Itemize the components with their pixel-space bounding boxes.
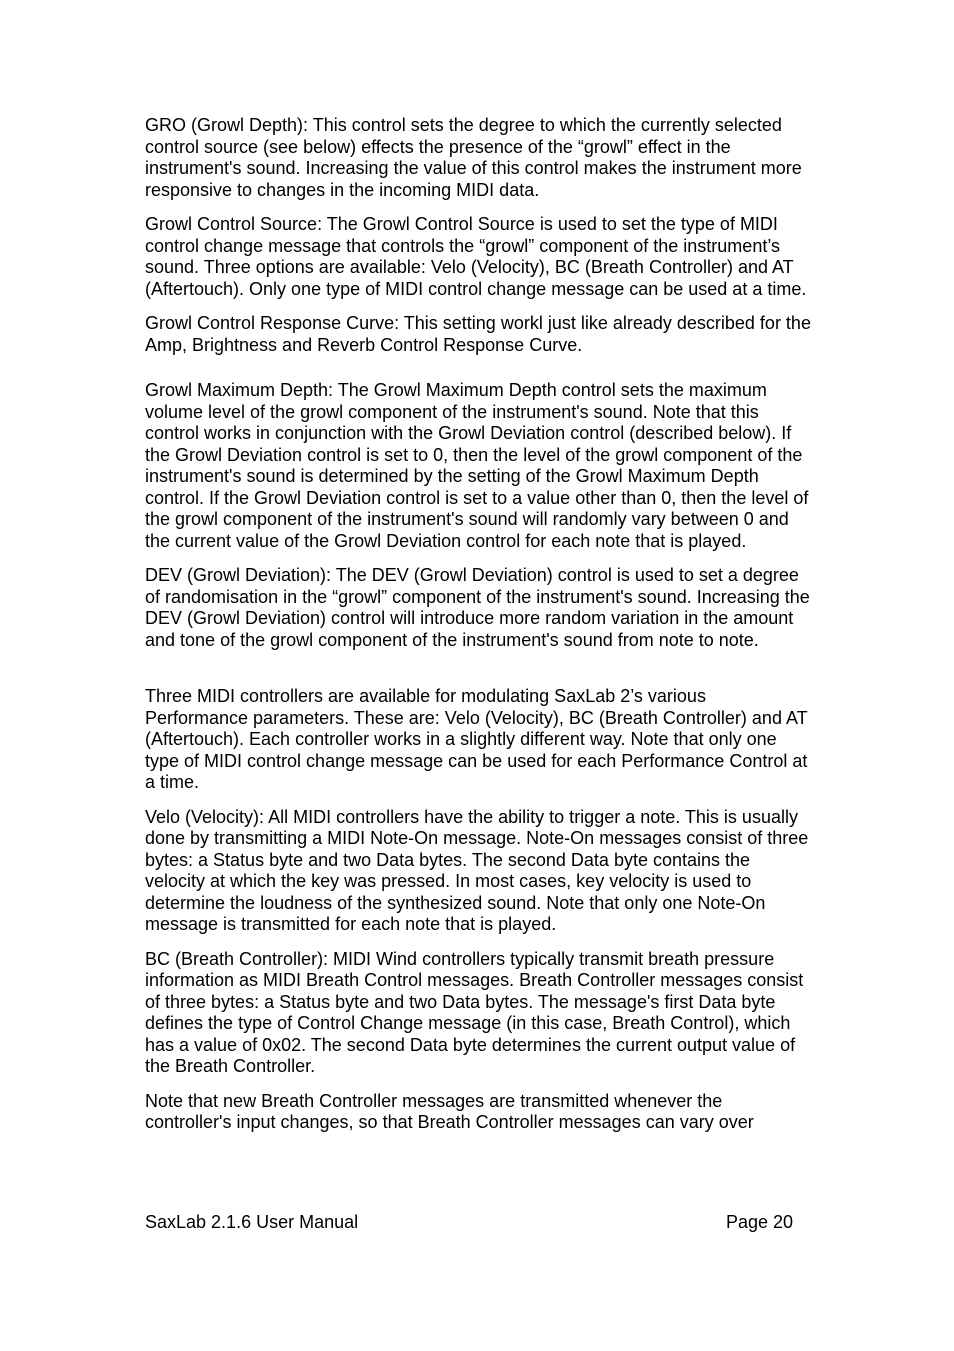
paragraph-breath-controller-note: Note that new Breath Controller messages are transmitted whenever the controller's input changes, so that Breath Controller messages can vary over (145, 1090, 754, 1132)
paragraph-velocity: Velo (Velocity): All MIDI controllers have the ability to trigger a note. This is usually done by transmitting a MIDI Note-On message. Note-On messages consist of three bytes: a Status byte and two Data bytes. The second Data byte contains the velocity at which the key was pressed. In most cases, key velocity is used to determine the loudness of the synthesized sound. Note that only one Note-On message is transmitted for each note that is played. (145, 806, 809, 934)
footer-manual-title: SaxLab 2.1.6 User Manual (145, 1212, 359, 1232)
paragraph-growl-depth: GRO (Growl Depth): This control sets the degree to which the currently selected control source (see below) effects the presence of the “growl” effect in the instrument's sound. Increasing the value of this control makes the instrument more responsive to changes in the incoming MIDI data. (145, 115, 802, 200)
paragraph-growl-maximum-depth: Growl Maximum Depth: The Growl Maximum Depth control sets the maximum volume level of the growl component of the instrument's sound. Note that this control works in conjunction with the Growl Deviation control (described below). If the Growl Deviation control is set to 0, then the level of the growl component of the instrument's sound is determined by the setting of the Growl Maximum Depth control. If the Growl Deviation control is set to a value other than 0, then the level of the growl component of the instrument's sound will randomly vary between 0 and the current value of the Growl Deviation control for each note that is played. (145, 380, 809, 551)
paragraph-growl-deviation: DEV (Growl Deviation): The DEV (Growl Deviation) control is used to set a degree of randomisation in the “growl” component of the instrument's sound. Increasing the DEV (Growl Deviation) control will introduce more random variation in the amount and tone of the growl component of the instrument's sound from note to note. (145, 565, 810, 650)
paragraph-growl-control-source: Growl Control Source: The Growl Control Source is used to set the type of MIDI control change message that controls the “growl” component of the instrument’s sound. Three options are available: Velo (Velocity), BC (Breath Controller) and AT (Aftertouch). Only one type of MIDI control change message can be used at a time. (145, 214, 807, 299)
footer-page-number: Page 20 (725, 1212, 793, 1232)
paragraph-growl-response-curve: Growl Control Response Curve: This setting workl just like already described for the Amp, Brightness and Reverb Control Response Curve. (145, 313, 811, 355)
page-body (145, 115, 813, 1147)
paragraph-breath-controller: BC (Breath Controller): MIDI Wind controllers typically transmit breath pressure information as MIDI Breath Control messages. Breath Controller messages consist of three bytes: a Status byte and two Data bytes. The message's first Data byte defines the type of Control Change message (in this case, Breath Control), which has a value of 0x02. The second Data byte determines the current output value of the Breath Controller. (145, 948, 804, 1076)
paragraph-midi-controllers: Three MIDI controllers are available for modulating SaxLab 2’s various Performance parameters. These are: Velo (Velocity), BC (Breath Controller) and AT (Aftertouch). Each controller works in a slightly different way. Note that only one type of MIDI control change message can be used for each Performance Control at a time. (145, 686, 808, 792)
